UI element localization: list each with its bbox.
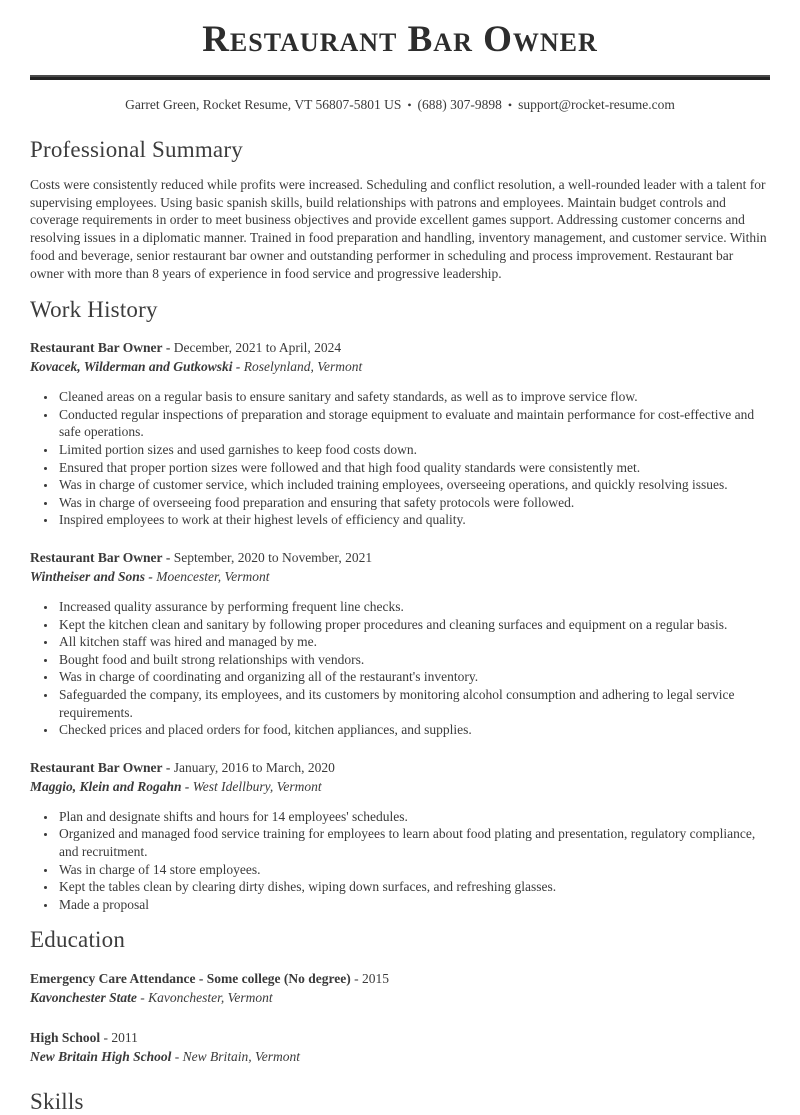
degree-line — [30, 969, 770, 988]
job-bullet: • Safeguarded the company, its employees, and its customers by monitoring alcohol consumption and adhering to legal service requirements. — [57, 686, 770, 721]
separator-dash: - — [148, 568, 153, 584]
resume-page — [0, 21, 800, 1115]
school-line — [30, 1047, 770, 1066]
graduation-year: 2011 — [111, 1030, 138, 1046]
summary-heading: Professional Summary — [30, 137, 243, 162]
job-company: Kovacek, Wilderman and Gutkowski — [30, 359, 233, 375]
job-bullet: • Inspired employees to work at their highest levels of efficiency and quality. — [57, 511, 770, 529]
graduation-year: 2015 — [362, 971, 390, 987]
job-title-line — [30, 548, 770, 567]
skills-heading: Skills — [30, 1089, 84, 1115]
resume-title: Restaurant Bar Owner — [202, 19, 598, 60]
job-bullet: • Kept the tables clean by clearing dirty dishes, wiping down surfaces, and refreshing glasses. — [57, 878, 770, 896]
job-bullet-list — [30, 808, 770, 914]
job-bullet: • Plan and designate shifts and hours for 14 employees' schedules. — [57, 808, 770, 826]
education-entry — [30, 1028, 770, 1066]
job-dates: January, 2016 to March, 2020 — [173, 759, 335, 775]
degree-line — [30, 1028, 770, 1047]
separator-dash: - — [184, 778, 190, 794]
job-company-line — [30, 357, 770, 376]
contact-separator: • — [507, 98, 513, 112]
job-location: Moencester, Vermont — [156, 568, 270, 584]
separator-dash: - — [140, 990, 145, 1006]
job-bullet: • All kitchen staff was hired and managed by me. — [57, 633, 770, 651]
job-bullet: • Was in charge of coordinating and organizing all of the restaurant's inventory. — [57, 668, 770, 686]
job-bullet: • Ensured that proper portion sizes were followed and that high food quality standards were consistently met. — [57, 459, 770, 477]
job-bullet: • Kept the kitchen clean and sanitary by following proper procedures and cleaning surfaces and equipment on a regular basis. — [57, 616, 770, 634]
job-company: Wintheiser and Sons — [30, 568, 146, 584]
job-bullet: • Was in charge of 14 store employees. — [57, 861, 770, 879]
job-bullet-list — [30, 388, 770, 529]
separator-dash: - — [165, 340, 171, 356]
separator-dash: - — [235, 359, 241, 375]
work-history-heading: Work History — [30, 297, 158, 323]
contact-phone: (688) 307-9898 — [417, 97, 502, 112]
job-bullet: • Bought food and built strong relationships with vendors. — [57, 651, 770, 669]
job-dates: December, 2021 to April, 2024 — [173, 340, 342, 356]
separator-dash: - — [354, 971, 359, 987]
job-location: West Idellbury, Vermont — [192, 778, 322, 794]
school-name: Kavonchester State — [30, 990, 137, 1006]
job-bullet: • Was in charge of customer service, which included training employees, overseeing operations, and quickly resolving issues. — [57, 476, 770, 494]
education-heading: Education — [30, 927, 126, 953]
job-company-line — [30, 567, 770, 586]
job-dates: September, 2020 to November, 2021 — [173, 549, 373, 565]
job-bullet: • Was in charge of overseeing food preparation and ensuring that safety protocols were followed. — [57, 494, 770, 512]
contact-line — [30, 97, 770, 113]
separator-dash: - — [165, 759, 171, 775]
separator-dash: - — [174, 1049, 180, 1065]
job-company-line — [30, 777, 770, 796]
separator-dash: - — [103, 1030, 109, 1046]
contact-separator: • — [407, 98, 412, 112]
job-bullet: • Conducted regular inspections of preparation and storage equipment to evaluate and maintain performance for cost-effective and safe operations. — [57, 406, 770, 441]
job-bullet: • Increased quality assurance by performing frequent line checks. — [57, 598, 770, 616]
job-bullet-list — [30, 598, 770, 739]
degree-name: High School — [30, 1030, 101, 1046]
job-title-line — [30, 758, 770, 777]
title-divider — [30, 75, 770, 80]
contact-address: Garret Green, Rocket Resume, VT 56807-5801 US — [125, 97, 402, 112]
job-company: Maggio, Klein and Rogahn — [30, 778, 182, 794]
separator-dash: - — [165, 549, 171, 565]
job-bullet: • Organized and managed food service training for employees to learn about food plating and presentation, regulatory compliance, and recruitment. — [57, 825, 770, 860]
education-entry — [30, 969, 770, 1007]
job-title: Restaurant Bar Owner — [30, 759, 163, 775]
school-location: Kavonchester, Vermont — [148, 990, 273, 1006]
job-title-line — [30, 338, 770, 357]
school-location: New Britain, Vermont — [182, 1049, 301, 1065]
job-title: Restaurant Bar Owner — [30, 549, 163, 565]
job-bullet: • Cleaned areas on a regular basis to ensure sanitary and safety standards, as well as to improve service flow. — [57, 388, 770, 406]
school-name: New Britain High School — [30, 1049, 172, 1065]
job-bullet: • Checked prices and placed orders for food, kitchen appliances, and supplies. — [57, 721, 770, 739]
summary-text: Costs were consistently reduced while profits were increased. Scheduling and conflict resolution, a well-rounded leader with a talent for supervising employees. Using basic spanish skills, build relationships with patrons and employees. Maintain budget controls and coverage requirements in order to meet business objectives and provide excellent games support. Addressing customer concerns and resolving issues in a diplomatic manner. Trained in food preparation and handling, inventory management, and customer service. Within food and beverage, senior restaurant bar owner and outstanding performer in scheduling and process improvement. Restaurant bar owner with more than 8 years of experience in food service and progressive leadership. — [30, 177, 767, 281]
job-bullet: • Made a proposal — [57, 896, 770, 914]
contact-email: support@rocket-resume.com — [518, 97, 675, 112]
job-location: Roselynland, Vermont — [243, 359, 363, 375]
degree-name: Emergency Care Attendance - Some college (No degree) — [30, 971, 351, 987]
job-bullet: • Limited portion sizes and used garnishes to keep food costs down. — [57, 441, 770, 459]
job-title: Restaurant Bar Owner — [30, 340, 163, 356]
job-entry — [30, 548, 770, 739]
job-entry — [30, 758, 770, 914]
job-entry — [30, 338, 770, 529]
school-line — [30, 988, 770, 1007]
